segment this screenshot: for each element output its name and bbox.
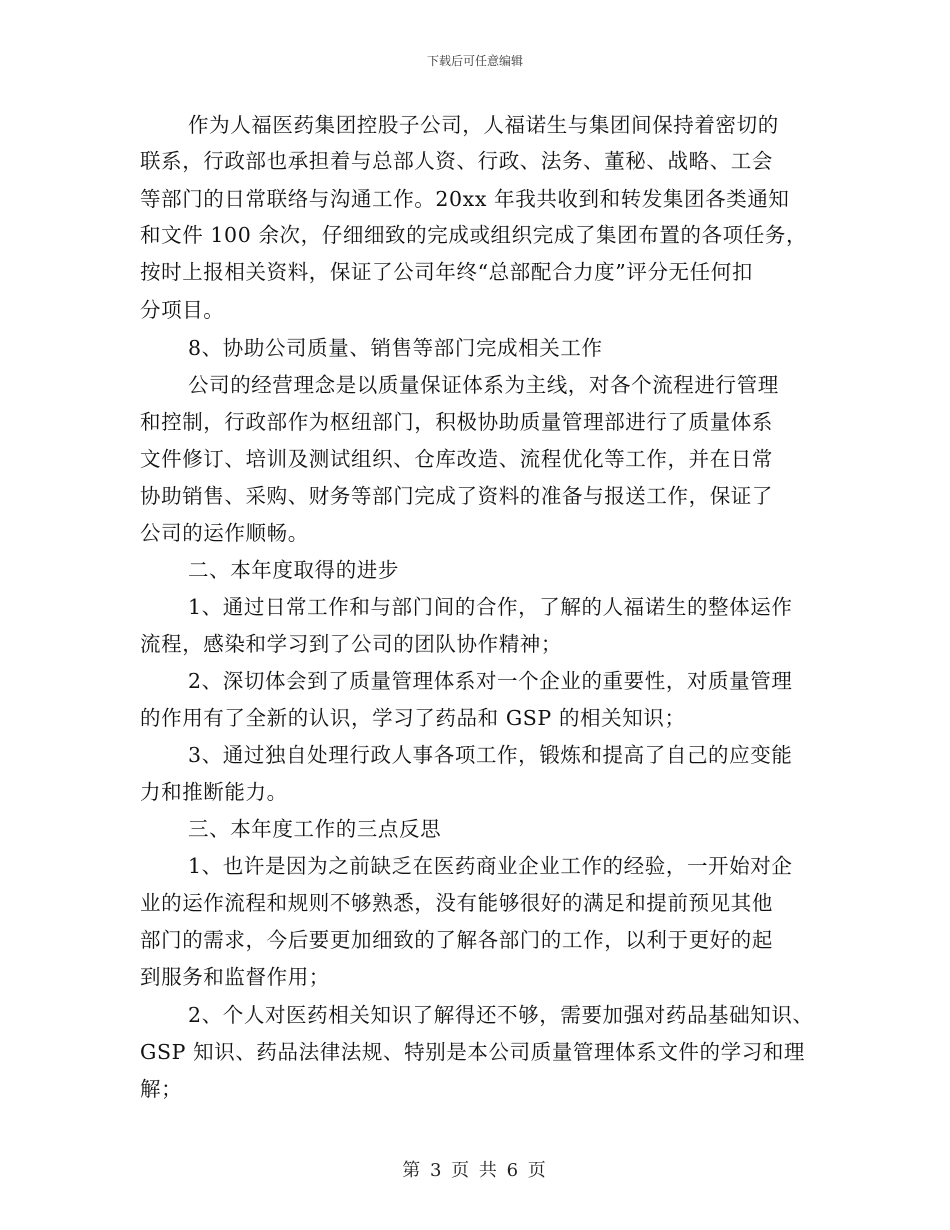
page-header: 下载后可任意编辑	[426, 54, 523, 68]
text-line: 业的运作流程和规则不够熟悉，没有能够很好的满足和提前预见其他	[140, 891, 773, 915]
text-line: 解；	[140, 1077, 183, 1101]
page-number: 第 3 页 共 6 页	[402, 1160, 548, 1181]
section-heading: 8、协助公司质量、销售等部门完成相关工作	[188, 336, 603, 360]
text-line: 3、通过独自处理行政人事各项工作，锻炼和提高了自己的应变能	[188, 743, 793, 767]
text-line: 和文件 100 余次，仔细细致的完成或组织完成了集团布置的各项任务，	[140, 223, 808, 247]
text-line: 分项目。	[140, 298, 225, 322]
text-line: 和控制，行政部作为枢纽部门，积极协助质量管理部进行了质量体系	[140, 410, 773, 434]
text-line: 2、个人对医药相关知识了解得还不够，需要加强对药品基础知识、	[188, 1003, 814, 1027]
text-line: 按时上报相关资料，保证了公司年终“总部配合力度”评分无任何扣	[140, 260, 753, 284]
text-line: GSP 知识、药品法律法规、特别是本公司质量管理体系文件的学习和理	[140, 1040, 806, 1064]
text-line: 文件修订、培训及测试组织、仓库改造、流程优化等工作，并在日常	[140, 447, 773, 471]
text-line: 1、也许是因为之前缺乏在医药商业企业工作的经验，一开始对企	[188, 854, 793, 878]
text-line: 协助销售、采购、财务等部门完成了资料的准备与报送工作，保证了	[140, 484, 773, 508]
text-line: 力和推断能力。	[140, 780, 288, 804]
text-line: 联系，行政部也承担着与总部人资、行政、法务、董秘、战略、工会	[140, 149, 773, 173]
text-line: 1、通过日常工作和与部门间的合作，了解的人福诺生的整体运作	[188, 595, 793, 619]
text-line: 公司的经营理念是以质量保证体系为主线，对各个流程进行管理	[188, 373, 779, 397]
text-line: 作为人福医药集团控股子公司，人福诺生与集团间保持着密切的	[188, 113, 779, 137]
section-heading: 二、本年度取得的进步	[188, 558, 399, 582]
text-line: 等部门的日常联络与沟通工作。20xx 年我共收到和转发集团各类通知	[140, 187, 790, 211]
text-line: 流程，感染和学习到了公司的团队协作精神；	[140, 632, 562, 656]
text-line: 到服务和监督作用；	[140, 965, 330, 989]
text-line: 的作用有了全新的认识，学习了药品和 GSP 的相关知识；	[140, 706, 686, 730]
text-line: 部门的需求，今后要更加细致的了解各部门的工作，以利于更好的起	[140, 928, 773, 952]
text-line: 2、深切体会到了质量管理体系对一个企业的重要性，对质量管理	[188, 669, 793, 693]
section-heading: 三、本年度工作的三点反思	[188, 817, 442, 841]
text-line: 公司的运作顺畅。	[140, 521, 309, 545]
